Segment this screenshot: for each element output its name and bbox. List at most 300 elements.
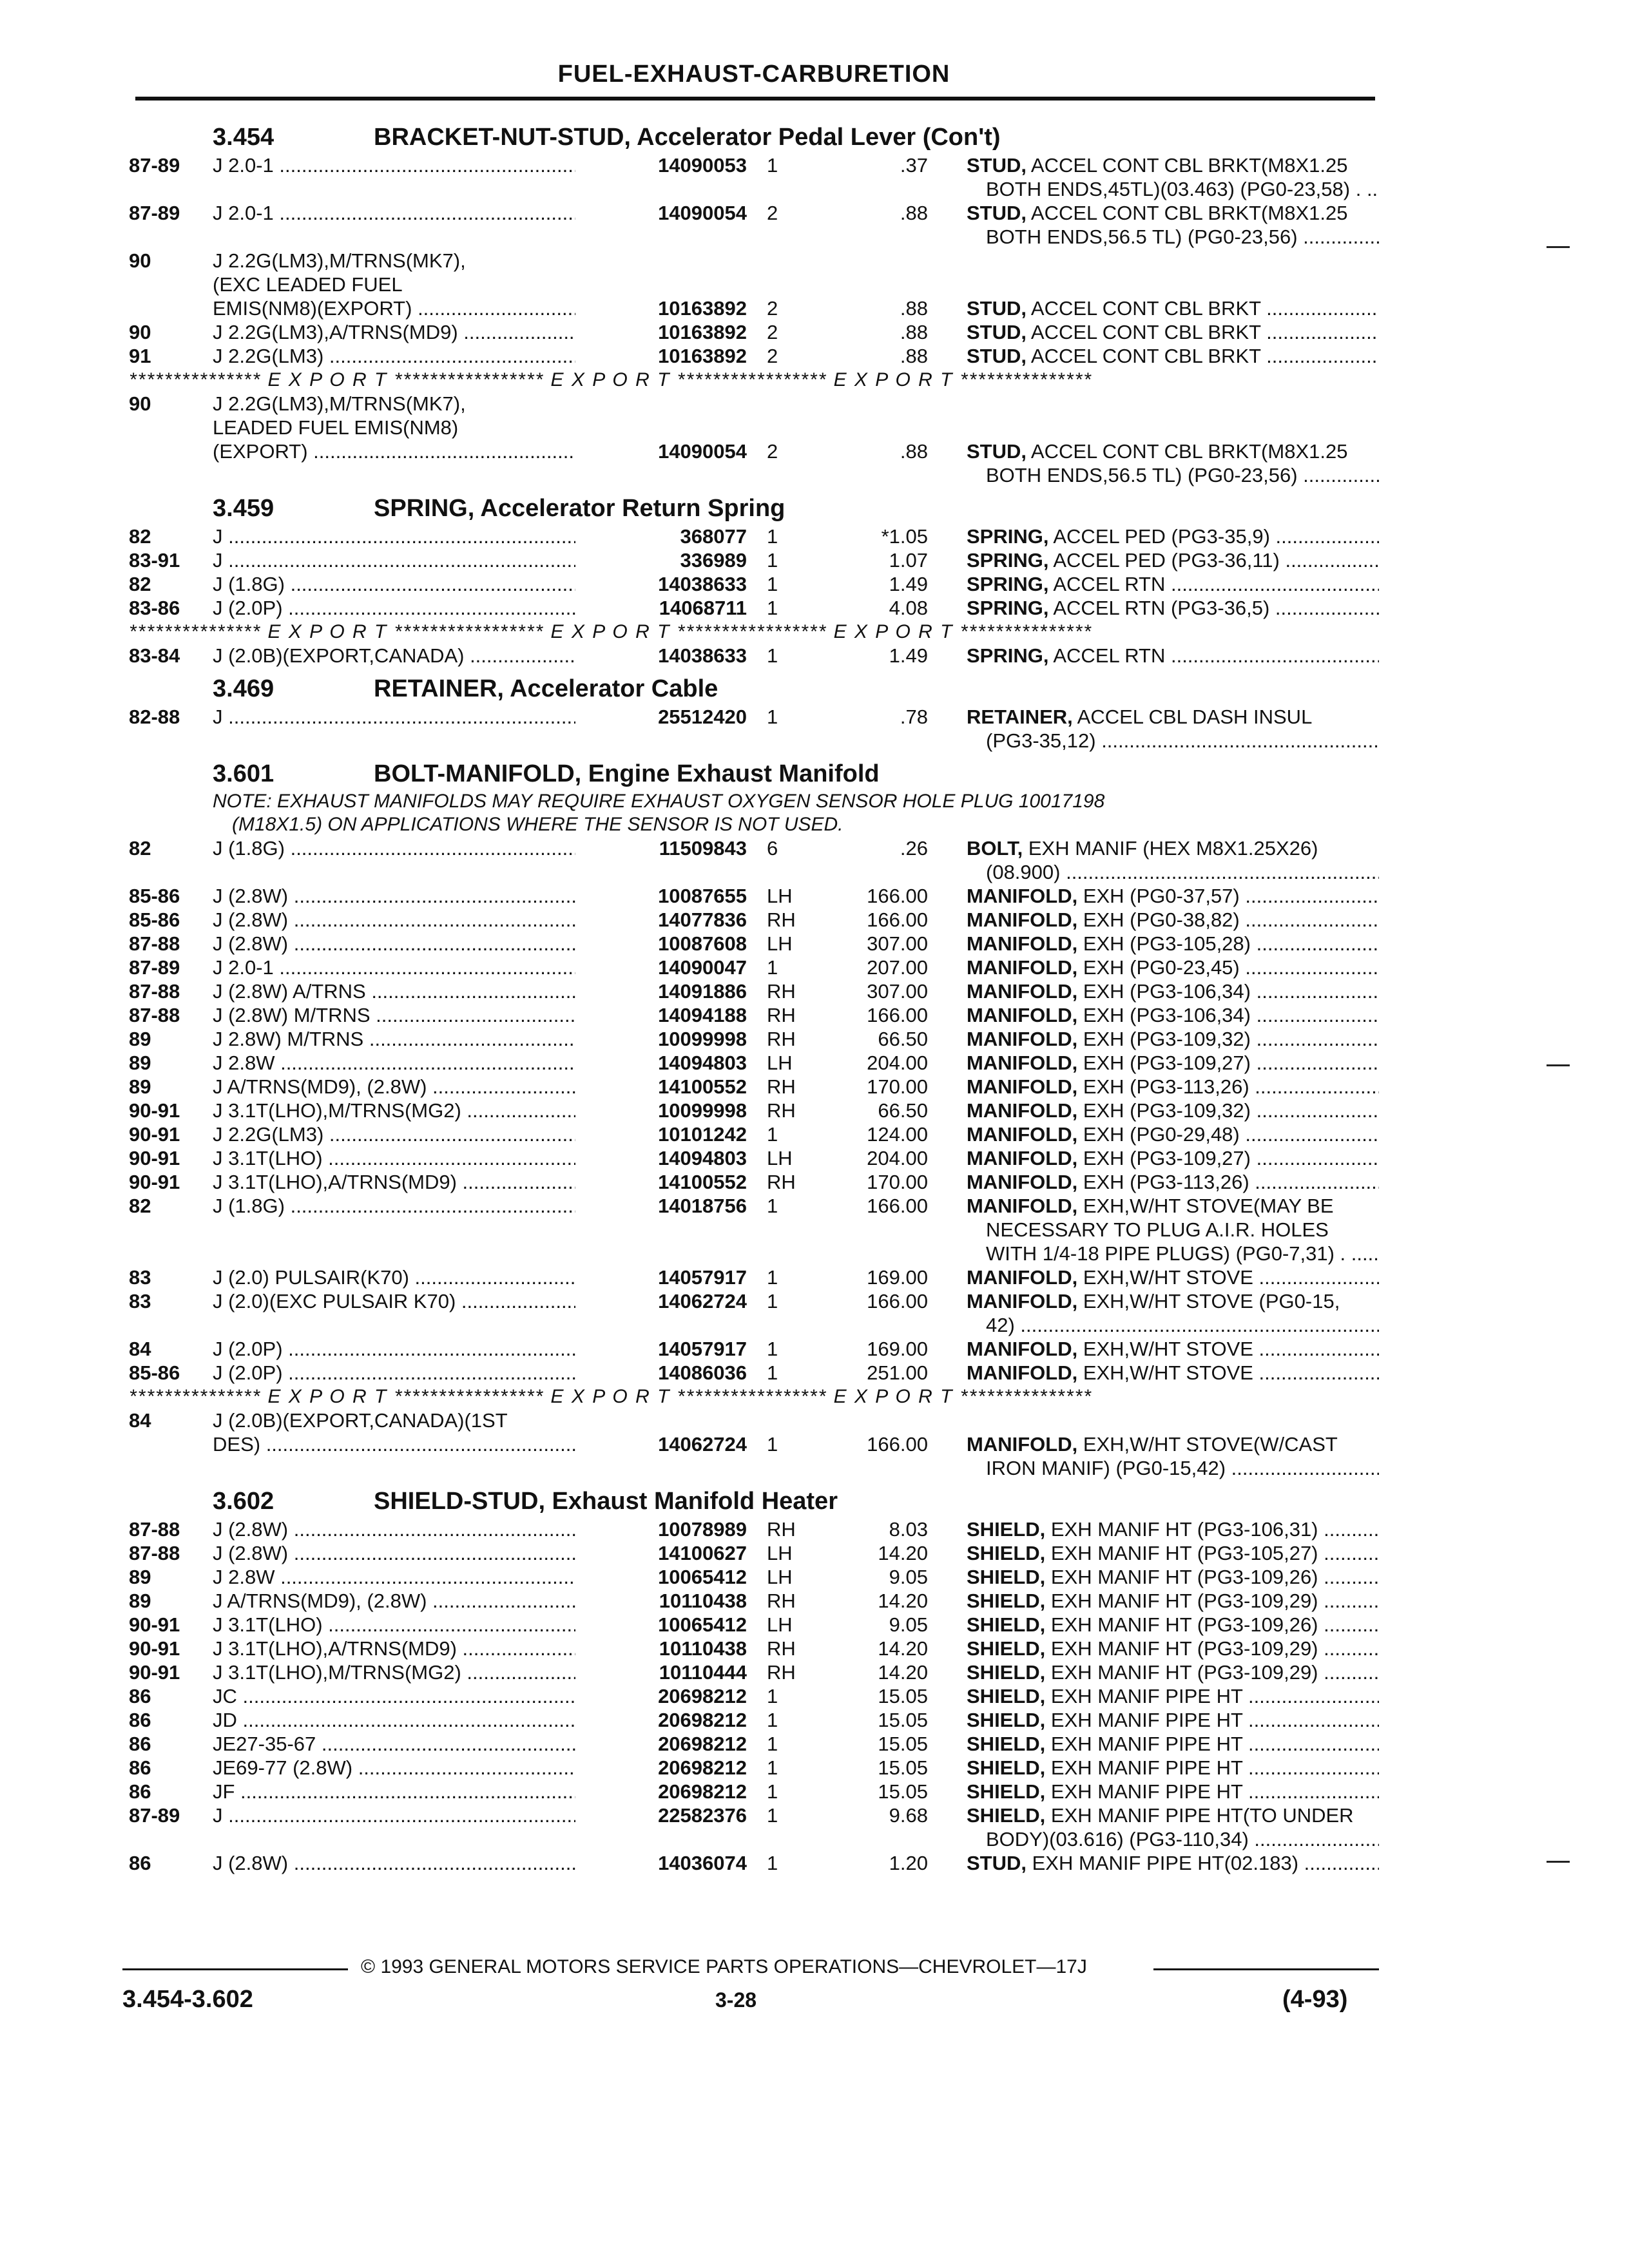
part-number: 14018756 xyxy=(575,1194,747,1218)
description-noun: SHIELD, xyxy=(967,1780,1046,1803)
description-text: EXH (PG3-113,26) xyxy=(1077,1075,1249,1098)
section-number: 3.454 xyxy=(213,124,275,151)
price: .26 xyxy=(900,837,928,860)
description-text: EXH MANIF HT (PG3-109,26) xyxy=(1045,1613,1318,1636)
application: J ..... xyxy=(213,1803,693,1827)
part-number: 14090054 xyxy=(575,439,747,463)
parts-listing xyxy=(129,116,1379,1875)
price: 169.00 xyxy=(867,1338,928,1360)
section-note: NOTE: EXHAUST MANIFOLDS MAY REQUIRE EXHAUST OXYGEN SENSOR HOLE PLUG 10017198 xyxy=(213,791,1105,812)
application: (EXPORT) ..... xyxy=(213,439,693,463)
description-text: EXH (PG3-105,28) xyxy=(1077,932,1251,955)
model-year: 83 xyxy=(129,1290,151,1312)
section-title: BRACKET-NUT-STUD, Accelerator Pedal Lever (Con't) xyxy=(374,124,1001,151)
model-year: 87-89 xyxy=(129,956,180,979)
price: 1.20 xyxy=(889,1852,928,1874)
part-row xyxy=(129,1003,1379,1027)
part-number: 10099998 xyxy=(575,1027,747,1051)
description xyxy=(967,1170,1379,1194)
application: J ..... xyxy=(213,548,693,572)
application: J (2.0)(EXC PULSAIR K70) ..... xyxy=(213,1289,693,1313)
description-noun: SHIELD, xyxy=(967,1542,1046,1564)
description-noun: MANIFOLD, xyxy=(967,1433,1078,1456)
part-number: 10065412 xyxy=(575,1565,747,1589)
part-number: 14062724 xyxy=(575,1432,747,1456)
description xyxy=(967,979,1379,1003)
application: J (2.8W) ..... xyxy=(213,1541,693,1565)
part-number: 10087608 xyxy=(575,932,747,956)
application: J (1.8G) ..... xyxy=(213,1194,693,1218)
part-number: 11509843 xyxy=(575,836,747,860)
model-year: 86 xyxy=(129,1733,151,1755)
section-note: (M18X1.5) ON APPLICATIONS WHERE THE SENSOR IS NOT USED. xyxy=(232,814,843,835)
description-text: ACCEL PED (PG3-35,9) xyxy=(1048,525,1270,548)
footer-page-number: 3-28 xyxy=(715,1988,757,2012)
price: 166.00 xyxy=(867,885,928,907)
quantity: 1 xyxy=(767,573,778,595)
description-noun: STUD, xyxy=(967,321,1027,343)
part-number: 25512420 xyxy=(575,705,747,729)
part-number: 14062724 xyxy=(575,1289,747,1313)
part-row xyxy=(129,296,1379,320)
footer-copyright: © 1993 GENERAL MOTORS SERVICE PARTS OPERATIONS—CHEVROLET—17J xyxy=(361,1956,1087,1977)
model-year: 87-88 xyxy=(129,932,180,955)
description-text: ACCEL CBL DASH INSUL xyxy=(1072,706,1313,728)
price: 307.00 xyxy=(867,980,928,1003)
description xyxy=(967,1851,1379,1875)
description-text: EXH MANIF HT (PG3-106,31) xyxy=(1045,1518,1318,1541)
application: (EXC LEADED FUEL xyxy=(213,273,403,296)
application: J ..... xyxy=(213,705,693,729)
part-number: 20698212 xyxy=(575,1780,747,1803)
description-text: EXH (PG3-109,27) xyxy=(1077,1052,1251,1074)
description xyxy=(967,320,1379,344)
description-noun: SHIELD, xyxy=(967,1804,1046,1827)
part-row xyxy=(129,979,1379,1003)
application: J (1.8G) ..... xyxy=(213,836,693,860)
model-year: 83-91 xyxy=(129,549,180,572)
part-row xyxy=(129,201,1379,225)
description xyxy=(967,1637,1379,1660)
part-row xyxy=(129,524,1379,548)
application: J 2.8W ..... xyxy=(213,1051,693,1075)
part-number: 10065412 xyxy=(575,1613,747,1637)
model-year: 90-91 xyxy=(129,1637,180,1660)
model-year: 90-91 xyxy=(129,1147,180,1169)
part-number: 14100552 xyxy=(575,1075,747,1099)
model-year: 90-91 xyxy=(129,1099,180,1122)
part-row xyxy=(129,1732,1379,1756)
application: JD ..... xyxy=(213,1708,693,1732)
application: JC ..... xyxy=(213,1684,693,1708)
description-noun: SPRING, xyxy=(967,549,1049,572)
description-continued: BOTH ENDS,56.5 TL) (PG0-23,56) ..... xyxy=(986,463,1379,487)
part-row xyxy=(129,1027,1379,1051)
part-row xyxy=(129,1075,1379,1099)
model-year: 86 xyxy=(129,1685,151,1707)
description xyxy=(967,908,1379,932)
description xyxy=(967,1289,1379,1313)
description xyxy=(967,1708,1379,1732)
description-text: ACCEL CONT CBL BRKT xyxy=(1027,321,1261,343)
application: J 3.1T(LHO),M/TRNS(MG2) ..... xyxy=(213,1099,693,1122)
description xyxy=(967,524,1379,548)
price: 251.00 xyxy=(867,1361,928,1384)
description-noun: STUD, xyxy=(967,202,1027,224)
description xyxy=(967,1099,1379,1122)
description-continued: (08.900) ..... xyxy=(986,860,1379,884)
footer-section-range: 3.454-3.602 xyxy=(122,1986,253,2013)
description-text: EXH (PG0-37,57) xyxy=(1077,885,1240,907)
quantity: 1 xyxy=(767,597,778,619)
part-number: 14038633 xyxy=(575,644,747,668)
section-number: 3.459 xyxy=(213,495,275,522)
quantity: RH xyxy=(767,1661,796,1684)
description xyxy=(967,1803,1379,1827)
part-number: 10163892 xyxy=(575,296,747,320)
price: 14.20 xyxy=(878,1590,928,1612)
part-row xyxy=(129,932,1379,956)
model-year: 90-91 xyxy=(129,1613,180,1636)
description-continued: (PG3-35,12) ..... xyxy=(986,729,1379,753)
part-row xyxy=(129,439,1379,463)
model-year: 87-88 xyxy=(129,980,180,1003)
description xyxy=(967,836,1379,860)
model-year: 87-89 xyxy=(129,202,180,224)
price: 14.20 xyxy=(878,1542,928,1564)
quantity: RH xyxy=(767,1028,796,1050)
description xyxy=(967,1589,1379,1613)
application: J 2.2G(LM3),A/TRNS(MD9) ..... xyxy=(213,320,693,344)
quantity: RH xyxy=(767,1518,796,1541)
application: LEADED FUEL EMIS(NM8) xyxy=(213,416,459,439)
part-row xyxy=(129,1337,1379,1361)
part-number: 14091886 xyxy=(575,979,747,1003)
description-noun: MANIFOLD, xyxy=(967,1266,1078,1289)
quantity: LH xyxy=(767,1147,793,1169)
part-row xyxy=(129,572,1379,596)
application: J (2.8W) A/TRNS ..... xyxy=(213,979,693,1003)
price: 66.50 xyxy=(878,1028,928,1050)
section-title: RETAINER, Accelerator Cable xyxy=(374,675,718,702)
price: 204.00 xyxy=(867,1052,928,1074)
model-year: 87-88 xyxy=(129,1004,180,1026)
description-text: EXH (PG0-23,45) xyxy=(1077,956,1240,979)
model-year: 82-88 xyxy=(129,706,180,728)
price: 166.00 xyxy=(867,908,928,931)
part-row xyxy=(129,416,1379,439)
part-row xyxy=(129,1289,1379,1313)
part-number: 14057917 xyxy=(575,1337,747,1361)
price: 9.68 xyxy=(889,1804,928,1827)
description xyxy=(967,1732,1379,1756)
application: J (2.8W) ..... xyxy=(213,932,693,956)
part-row xyxy=(129,1780,1379,1803)
application: J 3.1T(LHO),A/TRNS(MD9) ..... xyxy=(213,1170,693,1194)
description-continuation xyxy=(129,729,1379,753)
description-text: EXH (PG3-109,32) xyxy=(1077,1099,1251,1122)
part-number: 14057917 xyxy=(575,1265,747,1289)
application: J 2.2G(LM3),M/TRNS(MK7), xyxy=(213,249,466,272)
quantity: RH xyxy=(767,1590,796,1612)
part-row xyxy=(129,1122,1379,1146)
part-row xyxy=(129,1851,1379,1875)
description-noun: SHIELD, xyxy=(967,1685,1046,1707)
description xyxy=(967,1194,1379,1218)
section-title: BOLT-MANIFOLD, Engine Exhaust Manifold xyxy=(374,760,880,787)
price: 170.00 xyxy=(867,1075,928,1098)
quantity: 2 xyxy=(767,202,778,224)
quantity: LH xyxy=(767,1566,793,1588)
model-year: 82 xyxy=(129,525,151,548)
description-noun: MANIFOLD, xyxy=(967,1338,1078,1360)
quantity: 2 xyxy=(767,321,778,343)
description xyxy=(967,1432,1379,1456)
model-year: 89 xyxy=(129,1566,151,1588)
section-heading xyxy=(129,495,1379,524)
part-number: 20698212 xyxy=(575,1732,747,1756)
description-noun: MANIFOLD, xyxy=(967,1004,1078,1026)
part-number: 20698212 xyxy=(575,1684,747,1708)
quantity: 6 xyxy=(767,837,778,860)
description-noun: MANIFOLD, xyxy=(967,1052,1078,1074)
description xyxy=(967,439,1379,463)
description xyxy=(967,1337,1379,1361)
quantity: 1 xyxy=(767,706,778,728)
description xyxy=(967,1265,1379,1289)
part-number: 20698212 xyxy=(575,1756,747,1780)
description-noun: SHIELD, xyxy=(967,1518,1046,1541)
description xyxy=(967,572,1379,596)
margin-mark xyxy=(1547,246,1570,248)
description-text: EXH (PG3-113,26) xyxy=(1077,1171,1249,1193)
description-text: ACCEL RTN (PG3-36,5) xyxy=(1048,597,1270,619)
description xyxy=(967,153,1379,177)
model-year: 89 xyxy=(129,1028,151,1050)
part-row xyxy=(129,1637,1379,1660)
description-text: EXH MANIF PIPE HT(TO UNDER xyxy=(1045,1804,1354,1827)
description-text: ACCEL CONT CBL BRKT xyxy=(1027,345,1261,367)
application: J (2.8W) ..... xyxy=(213,1517,693,1541)
description-text: EXH (PG3-106,34) xyxy=(1077,980,1251,1003)
quantity: RH xyxy=(767,1099,796,1122)
application: J (2.8W) ..... xyxy=(213,1851,693,1875)
part-number: 14094803 xyxy=(575,1146,747,1170)
quantity: 1 xyxy=(767,644,778,667)
part-number: 10163892 xyxy=(575,320,747,344)
margin-mark xyxy=(1547,1064,1570,1066)
part-number: 336989 xyxy=(575,548,747,572)
part-row xyxy=(129,1565,1379,1589)
part-row xyxy=(129,836,1379,860)
description xyxy=(967,705,1379,729)
description-text: EXH (PG0-29,48) xyxy=(1077,1123,1240,1146)
application: J (2.0B)(EXPORT,CANADA)(1ST xyxy=(213,1409,508,1432)
part-number: 14090047 xyxy=(575,956,747,979)
description-text: ACCEL PED (PG3-36,11) xyxy=(1048,549,1280,572)
application: J A/TRNS(MD9), (2.8W) ..... xyxy=(213,1589,693,1613)
description-text: EXH (PG0-38,82) xyxy=(1077,908,1240,931)
description-noun: SHIELD, xyxy=(967,1756,1046,1779)
part-row xyxy=(129,1684,1379,1708)
price: 8.03 xyxy=(889,1518,928,1541)
description-continuation xyxy=(129,177,1379,201)
description xyxy=(967,932,1379,956)
price: 1.49 xyxy=(889,573,928,595)
part-number: 14090054 xyxy=(575,201,747,225)
description-noun: SHIELD, xyxy=(967,1590,1046,1612)
part-row xyxy=(129,596,1379,620)
description-text: EXH,W/HT STOVE xyxy=(1077,1361,1253,1384)
part-number: 10101242 xyxy=(575,1122,747,1146)
description xyxy=(967,1146,1379,1170)
application: J ..... xyxy=(213,524,693,548)
quantity: LH xyxy=(767,1052,793,1074)
model-year: 90 xyxy=(129,249,151,272)
price: 166.00 xyxy=(867,1195,928,1217)
price: *1.05 xyxy=(881,525,928,548)
description-noun: SPRING, xyxy=(967,573,1049,595)
model-year: 84 xyxy=(129,1338,151,1360)
description-text: EXH MANIF HT (PG3-105,27) xyxy=(1045,1542,1318,1564)
quantity: RH xyxy=(767,908,796,931)
model-year: 83 xyxy=(129,1266,151,1289)
description-continued: BOTH ENDS,45TL)(03.463) (PG0-23,58) . ..... xyxy=(986,177,1379,201)
description-text: EXH (PG3-109,27) xyxy=(1077,1147,1251,1169)
description xyxy=(967,1027,1379,1051)
part-number: 14090053 xyxy=(575,153,747,177)
part-row xyxy=(129,153,1379,177)
export-banner: *************** E X P O R T ***************** E X P O R T ***************** E X P O R T *************** xyxy=(129,1386,1092,1407)
application: EMIS(NM8)(EXPORT) ..... xyxy=(213,296,693,320)
part-row xyxy=(129,273,1379,296)
application: J (2.0P) ..... xyxy=(213,1361,693,1385)
part-row xyxy=(129,1660,1379,1684)
part-row xyxy=(129,320,1379,344)
price: 66.50 xyxy=(878,1099,928,1122)
part-row xyxy=(129,1146,1379,1170)
part-row xyxy=(129,548,1379,572)
application: J (2.0P) ..... xyxy=(213,1337,693,1361)
part-row xyxy=(129,1517,1379,1541)
price: 15.05 xyxy=(878,1733,928,1755)
price: 207.00 xyxy=(867,956,928,979)
margin-mark xyxy=(1547,1861,1570,1863)
part-row xyxy=(129,705,1379,729)
price: 14.20 xyxy=(878,1637,928,1660)
part-number: 10110438 xyxy=(575,1589,747,1613)
description xyxy=(967,884,1379,908)
description-continued: BODY)(03.616) (PG3-110,34) ..... xyxy=(986,1827,1379,1851)
model-year: 89 xyxy=(129,1590,151,1612)
description-noun: MANIFOLD, xyxy=(967,1123,1078,1146)
quantity: 1 xyxy=(767,1361,778,1384)
model-year: 83-86 xyxy=(129,597,180,619)
part-row xyxy=(129,908,1379,932)
part-row xyxy=(129,1708,1379,1732)
model-year: 85-86 xyxy=(129,885,180,907)
description-noun: STUD, xyxy=(967,297,1027,320)
price: 170.00 xyxy=(867,1171,928,1193)
model-year: 91 xyxy=(129,345,151,367)
quantity: LH xyxy=(767,932,793,955)
description-text: ACCEL CONT CBL BRKT xyxy=(1027,297,1261,320)
description-noun: MANIFOLD, xyxy=(967,1361,1078,1384)
description-text: EXH (PG3-106,34) xyxy=(1077,1004,1251,1026)
description-text: EXH MANIF HT (PG3-109,26) xyxy=(1045,1566,1318,1588)
description-noun: MANIFOLD, xyxy=(967,885,1078,907)
description-noun: STUD, xyxy=(967,154,1027,177)
part-number: 14077836 xyxy=(575,908,747,932)
description-text: EXH,W/HT STOVE(MAY BE xyxy=(1077,1195,1334,1217)
quantity: 1 xyxy=(767,1709,778,1731)
description-noun: MANIFOLD, xyxy=(967,1028,1078,1050)
part-row xyxy=(129,249,1379,273)
part-row xyxy=(129,1432,1379,1456)
quantity: LH xyxy=(767,885,793,907)
description-noun: MANIFOLD, xyxy=(967,1171,1078,1193)
description-continuation xyxy=(129,463,1379,487)
model-year: 87-89 xyxy=(129,154,180,177)
section-number: 3.469 xyxy=(213,675,275,702)
application: J 2.2G(LM3) ..... xyxy=(213,344,693,368)
part-number: 368077 xyxy=(575,524,747,548)
model-year: 90 xyxy=(129,321,151,343)
part-number: 14036074 xyxy=(575,1851,747,1875)
application: JE27-35-67 ..... xyxy=(213,1732,693,1756)
application: J (2.8W) M/TRNS ..... xyxy=(213,1003,693,1027)
description-text: EXH,W/HT STOVE xyxy=(1077,1266,1253,1289)
export-banner: *************** E X P O R T ***************** E X P O R T ***************** E X P O R T *************** xyxy=(129,369,1092,390)
price: 166.00 xyxy=(867,1004,928,1026)
description xyxy=(967,1075,1379,1099)
description-text: ACCEL RTN xyxy=(1048,644,1166,667)
quantity: 1 xyxy=(767,1756,778,1779)
export-banner: *************** E X P O R T ***************** E X P O R T ***************** E X P O R T *************** xyxy=(129,621,1092,642)
footer-rule-right xyxy=(1153,1968,1379,1970)
part-number: 14100552 xyxy=(575,1170,747,1194)
part-number: 10110444 xyxy=(575,1660,747,1684)
model-year: 90-91 xyxy=(129,1123,180,1146)
quantity: RH xyxy=(767,1171,796,1193)
application: J 3.1T(LHO),A/TRNS(MD9) ..... xyxy=(213,1637,693,1660)
application: J 2.2G(LM3) ..... xyxy=(213,1122,693,1146)
description-continuation xyxy=(129,1218,1379,1242)
quantity: 2 xyxy=(767,440,778,463)
quantity: 1 xyxy=(767,1338,778,1360)
description-continuation xyxy=(129,1827,1379,1851)
description xyxy=(967,1684,1379,1708)
part-row xyxy=(129,884,1379,908)
description xyxy=(967,1541,1379,1565)
model-year: 89 xyxy=(129,1052,151,1074)
description xyxy=(967,1613,1379,1637)
section-heading xyxy=(129,760,1379,790)
description xyxy=(967,1122,1379,1146)
price: 204.00 xyxy=(867,1147,928,1169)
description xyxy=(967,1565,1379,1589)
description-text: EXH,W/HT STOVE (PG0-15, xyxy=(1077,1290,1340,1312)
part-number: 14086036 xyxy=(575,1361,747,1385)
description xyxy=(967,1517,1379,1541)
part-number: 14094803 xyxy=(575,1051,747,1075)
description-noun: STUD, xyxy=(967,440,1027,463)
quantity: RH xyxy=(767,1637,796,1660)
description-text: EXH MANIF HT (PG3-109,29) xyxy=(1045,1590,1318,1612)
part-number: 14068711 xyxy=(575,596,747,620)
model-year: 90-91 xyxy=(129,1171,180,1193)
application: JF ..... xyxy=(213,1780,693,1803)
